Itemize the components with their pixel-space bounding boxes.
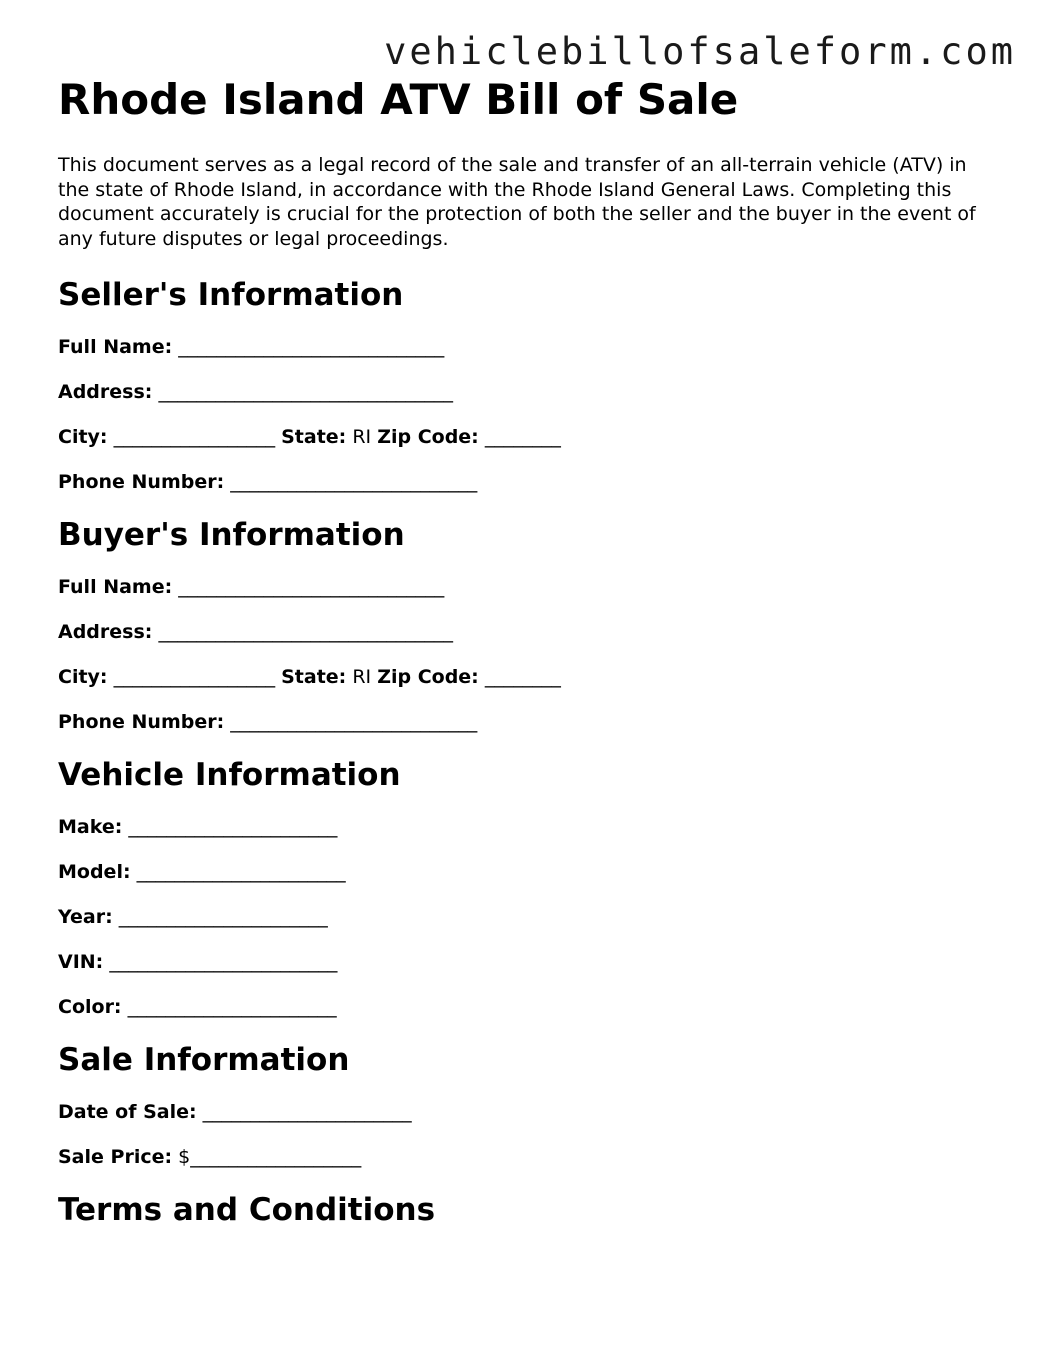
buyer-state-label: State: (281, 666, 347, 688)
seller-city-blank[interactable]: _________________ (113, 426, 276, 448)
seller-full-name-field (58, 334, 988, 360)
vehicle-year-blank[interactable]: ______________________ (118, 906, 328, 928)
seller-zip-label: Zip Code: (377, 426, 479, 448)
vehicle-heading: Vehicle Information (58, 757, 401, 793)
buyer-full-name-field (58, 574, 988, 600)
terms-heading: Terms and Conditions (58, 1192, 436, 1228)
sale-fields (58, 1099, 988, 1170)
vehicle-model-label: Model: (58, 861, 131, 883)
buyer-city-state-zip-field (58, 664, 988, 690)
sale-heading: Sale Information (58, 1042, 350, 1078)
vehicle-fields (58, 814, 988, 1020)
buyer-address-label: Address: (58, 621, 153, 643)
sale-date-label: Date of Sale: (58, 1101, 197, 1123)
sale-price-prefix: $ (178, 1146, 191, 1168)
buyer-phone-field (58, 709, 988, 735)
sale-date-field (58, 1099, 988, 1125)
vehicle-color-label: Color: (58, 996, 122, 1018)
vehicle-vin-label: VIN: (58, 951, 104, 973)
vehicle-color-blank[interactable]: ______________________ (127, 996, 337, 1018)
vehicle-model-blank[interactable]: ______________________ (136, 861, 346, 883)
intro-paragraph: This document serves as a legal record of the sale and transfer of an all-terrain vehicle (ATV) in the state of Rhode Island, in accordance with the Rhode Island General Laws. Completing this document accurately is crucial for the protection of both the seller and the buyer in the event of any future disputes or legal proceedings. (58, 154, 976, 250)
buyer-zip-blank[interactable]: ________ (484, 666, 561, 688)
seller-phone-blank[interactable]: __________________________ (230, 471, 478, 493)
buyer-address-field (58, 619, 988, 645)
seller-state-value: RI (352, 426, 372, 448)
sale-date-blank[interactable]: ______________________ (202, 1101, 412, 1123)
buyer-address-blank[interactable]: _______________________________ (158, 621, 453, 643)
vehicle-make-blank[interactable]: ______________________ (128, 816, 338, 838)
vehicle-year-label: Year: (58, 906, 113, 928)
seller-zip-blank[interactable]: ________ (484, 426, 561, 448)
seller-city-label: City: (58, 426, 108, 448)
buyer-full-name-label: Full Name: (58, 576, 173, 598)
seller-address-blank[interactable]: _______________________________ (158, 381, 453, 403)
seller-full-name-blank[interactable]: ____________________________ (178, 336, 445, 358)
seller-city-state-zip-field (58, 424, 988, 450)
buyer-phone-label: Phone Number: (58, 711, 225, 733)
seller-address-label: Address: (58, 381, 153, 403)
seller-phone-label: Phone Number: (58, 471, 225, 493)
buyer-state-value: RI (352, 666, 372, 688)
vehicle-make-label: Make: (58, 816, 123, 838)
vehicle-make-field (58, 814, 988, 840)
seller-full-name-label: Full Name: (58, 336, 173, 358)
page-title: Rhode Island ATV Bill of Sale (58, 75, 739, 124)
sale-price-blank[interactable]: __________________ (190, 1146, 362, 1168)
vehicle-model-field (58, 859, 988, 885)
seller-phone-field (58, 469, 988, 495)
sale-price-label: Sale Price: (58, 1146, 173, 1168)
buyer-city-blank[interactable]: _________________ (113, 666, 276, 688)
vehicle-vin-field (58, 949, 988, 975)
vehicle-color-field (58, 994, 988, 1020)
seller-state-label: State: (281, 426, 347, 448)
seller-fields (58, 334, 988, 495)
buyer-zip-label: Zip Code: (377, 666, 479, 688)
vehicle-year-field (58, 904, 988, 930)
buyer-heading: Buyer's Information (58, 517, 405, 553)
watermark: vehiclebillofsaleform.com (384, 30, 1016, 73)
vehicle-vin-blank[interactable]: ________________________ (109, 951, 338, 973)
buyer-full-name-blank[interactable]: ____________________________ (178, 576, 445, 598)
buyer-phone-blank[interactable]: __________________________ (230, 711, 478, 733)
seller-heading: Seller's Information (58, 277, 404, 313)
document-body (58, 74, 988, 1230)
seller-address-field (58, 379, 988, 405)
sale-price-field (58, 1144, 988, 1170)
buyer-fields (58, 574, 988, 735)
buyer-city-label: City: (58, 666, 108, 688)
